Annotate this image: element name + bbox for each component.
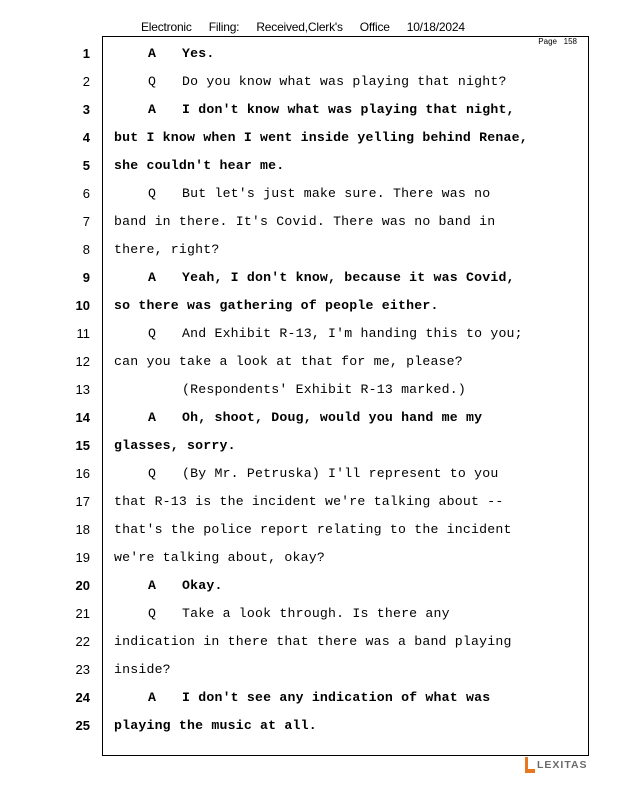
line-text: I don't know what was playing that night, bbox=[182, 102, 515, 117]
transcript-line bbox=[114, 490, 584, 518]
line-number: 24 bbox=[75, 690, 90, 705]
speaker-label: Q bbox=[148, 326, 157, 341]
line-number: 18 bbox=[75, 522, 90, 537]
transcript-line bbox=[114, 42, 584, 70]
transcript-line bbox=[114, 182, 584, 210]
line-text: inside? bbox=[114, 662, 171, 677]
line-number: 20 bbox=[75, 578, 90, 593]
line-text: (By Mr. Petruska) I'll represent to you bbox=[182, 466, 499, 481]
transcript-line bbox=[114, 238, 584, 266]
line-number: 15 bbox=[75, 438, 90, 453]
line-text: playing the music at all. bbox=[114, 718, 317, 733]
speaker-label: A bbox=[148, 578, 157, 593]
lexitas-logo bbox=[523, 757, 588, 773]
transcript-line bbox=[114, 266, 584, 294]
line-text: she couldn't hear me. bbox=[114, 158, 285, 173]
line-text: but I know when I went inside yelling behind Renae, bbox=[114, 130, 528, 145]
line-number: 16 bbox=[75, 466, 90, 481]
transcript-line bbox=[114, 406, 584, 434]
line-text: Yeah, I don't know, because it was Covid, bbox=[182, 270, 515, 285]
transcript-line bbox=[114, 658, 584, 686]
transcript-line bbox=[114, 126, 584, 154]
speaker-label: A bbox=[148, 410, 157, 425]
transcript-line bbox=[114, 98, 584, 126]
transcript-line bbox=[114, 378, 584, 406]
transcript-line bbox=[114, 70, 584, 98]
transcript-line bbox=[114, 154, 584, 182]
line-number: 19 bbox=[75, 550, 90, 565]
transcript-line bbox=[114, 602, 584, 630]
header-label-received: Received,Clerk's bbox=[256, 20, 343, 34]
transcript-line bbox=[114, 518, 584, 546]
line-number: 25 bbox=[75, 718, 90, 733]
transcript-line bbox=[114, 350, 584, 378]
transcript-line bbox=[114, 322, 584, 350]
line-text: band in there. It's Covid. There was no band in bbox=[114, 214, 496, 229]
speaker-label: Q bbox=[148, 466, 157, 481]
line-number: 17 bbox=[75, 494, 90, 509]
line-text: (Respondents' Exhibit R-13 marked.) bbox=[182, 382, 466, 397]
header-label-electronic: Electronic bbox=[141, 20, 192, 34]
line-number: 21 bbox=[75, 606, 90, 621]
filing-header bbox=[141, 20, 465, 34]
line-text: And Exhibit R-13, I'm handing this to you; bbox=[182, 326, 523, 341]
line-text: so there was gathering of people either. bbox=[114, 298, 439, 313]
line-number: 8 bbox=[82, 242, 90, 257]
page-label: Page bbox=[538, 37, 557, 46]
header-date: 10/18/2024 bbox=[406, 20, 465, 34]
line-number: 6 bbox=[82, 186, 90, 201]
header-label-office: Office bbox=[359, 20, 390, 34]
transcript-line bbox=[114, 546, 584, 574]
line-number: 14 bbox=[75, 410, 90, 425]
line-number: 11 bbox=[76, 326, 90, 341]
line-text: glasses, sorry. bbox=[114, 438, 236, 453]
speaker-label: A bbox=[148, 46, 157, 61]
line-text: that R-13 is the incident we're talking about -- bbox=[114, 494, 504, 509]
line-number: 9 bbox=[82, 270, 90, 285]
transcript-line bbox=[114, 294, 584, 322]
speaker-label: A bbox=[148, 270, 157, 285]
line-text: Do you know what was playing that night? bbox=[182, 74, 507, 89]
line-number: 2 bbox=[82, 74, 90, 89]
line-text: we're talking about, okay? bbox=[114, 550, 325, 565]
speaker-label: Q bbox=[148, 74, 157, 89]
transcript-body bbox=[114, 42, 584, 742]
line-number: 1 bbox=[82, 46, 90, 61]
transcript-line bbox=[114, 714, 584, 742]
line-number: 22 bbox=[75, 634, 90, 649]
line-text: I don't see any indication of what was bbox=[182, 690, 491, 705]
transcript-line bbox=[114, 462, 584, 490]
lexitas-logo-text: LEXITAS bbox=[537, 759, 588, 771]
line-number: 13 bbox=[75, 382, 90, 397]
speaker-label: Q bbox=[148, 186, 157, 201]
line-number-column bbox=[60, 42, 90, 742]
line-text: Oh, shoot, Doug, would you hand me my bbox=[182, 410, 483, 425]
line-text: indication in there that there was a band playing bbox=[114, 634, 512, 649]
line-number: 7 bbox=[82, 214, 90, 229]
line-number: 23 bbox=[75, 662, 90, 677]
line-text: Take a look through. Is there any bbox=[182, 606, 450, 621]
line-text: Okay. bbox=[182, 578, 223, 593]
page-number-value: 158 bbox=[563, 37, 577, 46]
lexitas-logo-icon bbox=[523, 757, 535, 773]
transcript-line bbox=[114, 434, 584, 462]
speaker-label: A bbox=[148, 690, 157, 705]
line-text: can you take a look at that for me, please? bbox=[114, 354, 463, 369]
transcript-line bbox=[114, 574, 584, 602]
line-number: 10 bbox=[75, 298, 90, 313]
line-text: there, right? bbox=[114, 242, 220, 257]
line-text: But let's just make sure. There was no bbox=[182, 186, 491, 201]
transcript-line bbox=[114, 210, 584, 238]
speaker-label: Q bbox=[148, 606, 157, 621]
transcript-line bbox=[114, 686, 584, 714]
line-number: 4 bbox=[82, 130, 90, 145]
transcript-line bbox=[114, 630, 584, 658]
line-text: Yes. bbox=[182, 46, 215, 61]
line-number: 12 bbox=[75, 354, 90, 369]
line-text: that's the police report relating to the incident bbox=[114, 522, 512, 537]
speaker-label: A bbox=[148, 102, 157, 117]
line-number: 3 bbox=[82, 102, 90, 117]
header-label-filing: Filing: bbox=[208, 20, 240, 34]
line-number: 5 bbox=[82, 158, 90, 173]
